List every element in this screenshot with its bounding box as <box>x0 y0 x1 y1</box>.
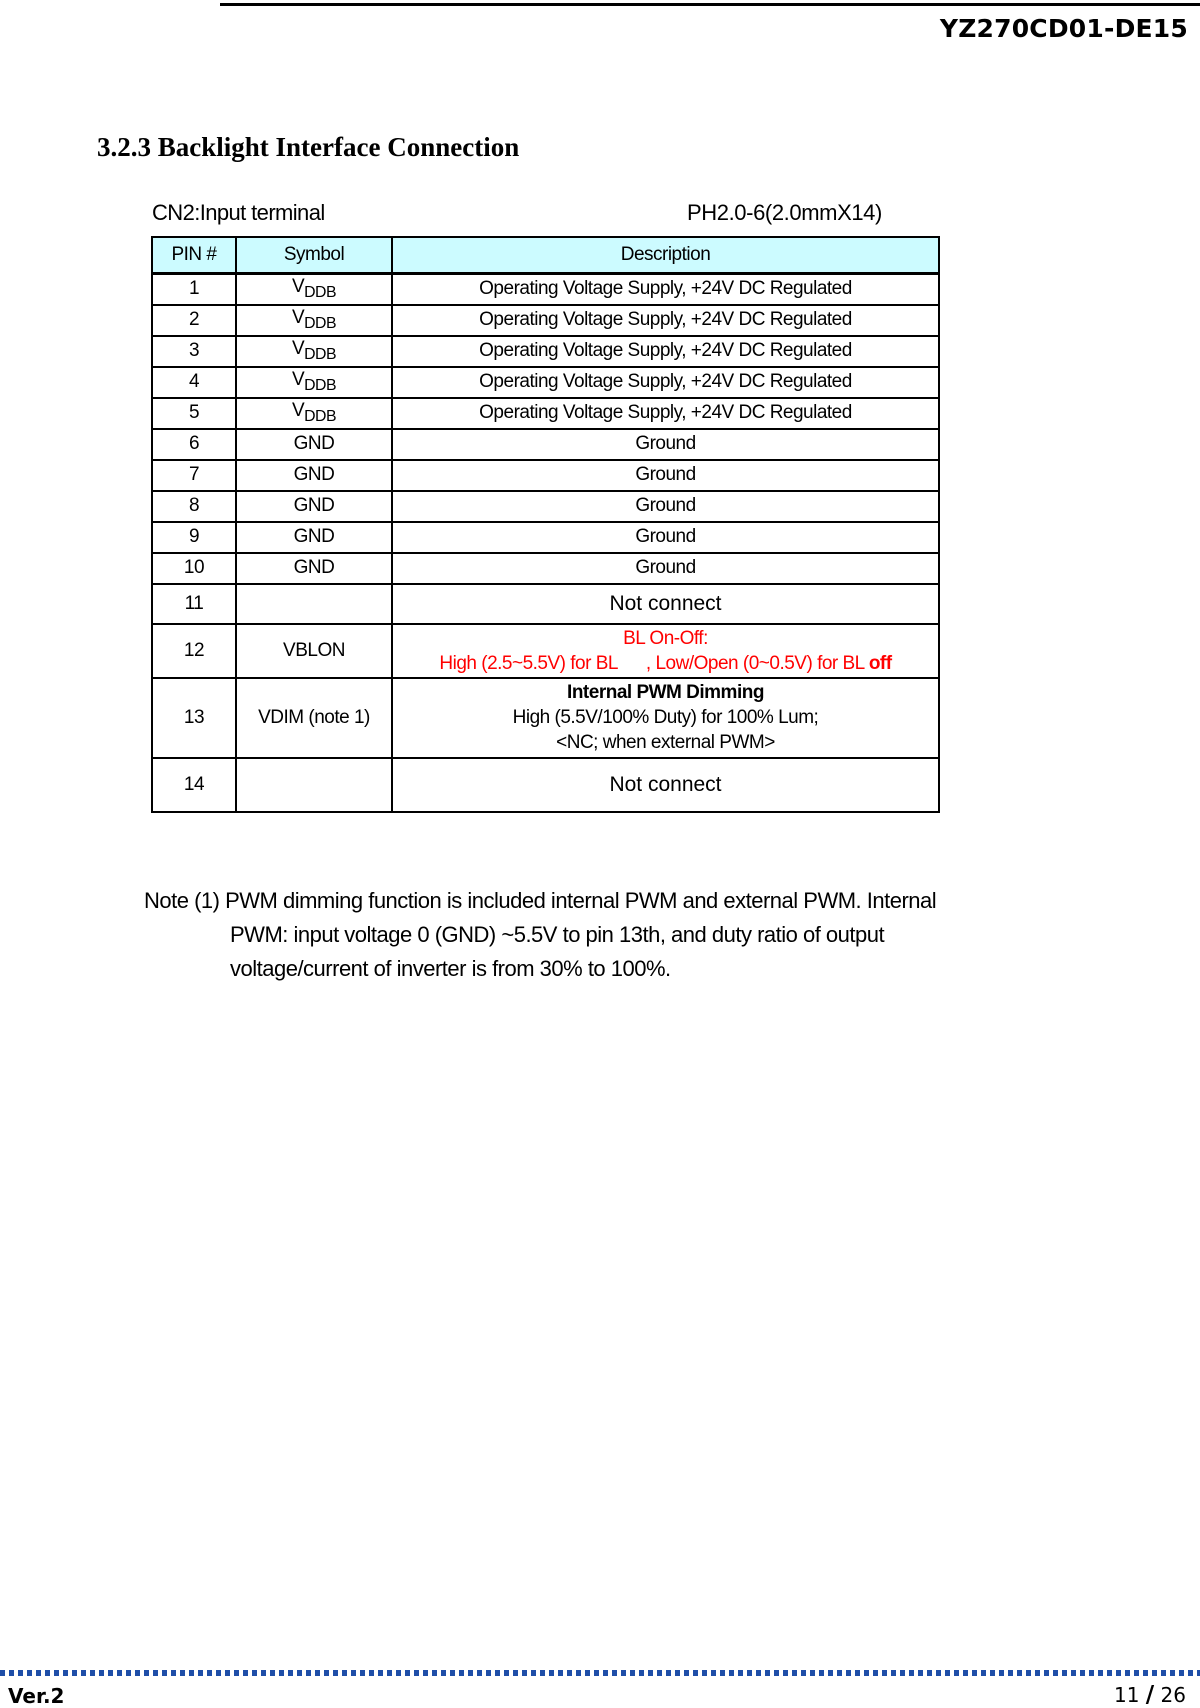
pin-description <box>392 624 939 678</box>
symbol-text: V <box>291 276 305 298</box>
header-description: Description <box>392 237 939 274</box>
symbol-subscript: DDB <box>304 407 337 425</box>
pin-symbol <box>236 274 392 305</box>
pwm-dimming-high: High (5.5V/100% Duty) for 100% Lum; <box>512 707 819 728</box>
pin-symbol: VBLON <box>236 624 392 678</box>
table-row <box>152 584 939 624</box>
symbol-subscript: DDB <box>304 345 337 363</box>
pin-description: Operating Voltage Supply, +24V DC Regulated <box>392 274 939 305</box>
pin-symbol: GND <box>236 522 392 553</box>
section-title: 3.2.3 Backlight Interface Connection <box>97 132 520 162</box>
pin-description: Ground <box>392 491 939 522</box>
footnote-line: voltage/current of inverter is from 30% to 100%. <box>230 956 671 981</box>
pin-description: Ground <box>392 522 939 553</box>
bl-off-word: off <box>868 652 892 674</box>
table-row <box>152 522 939 553</box>
table-row <box>152 429 939 460</box>
pin-number: 9 <box>152 522 236 553</box>
pin-symbol: VDIM (note 1) <box>236 678 392 758</box>
symbol-subscript: DDB <box>304 376 337 394</box>
pin-number: 14 <box>152 758 236 812</box>
pin-description: Operating Voltage Supply, +24V DC Regulated <box>392 367 939 398</box>
pin-description: Ground <box>392 553 939 584</box>
pin-description: Ground <box>392 429 939 460</box>
header-pin: PIN # <box>152 237 236 274</box>
pin-number: 6 <box>152 429 236 460</box>
pin-description: Operating Voltage Supply, +24V DC Regulated <box>392 398 939 429</box>
pwm-dimming-nc: <NC; when external PWM> <box>556 732 775 753</box>
table-row <box>152 678 939 758</box>
footnote <box>144 884 1044 986</box>
symbol-text: V <box>291 400 305 422</box>
pin-description: Operating Voltage Supply, +24V DC Regulated <box>392 305 939 336</box>
pin-description <box>392 678 939 758</box>
pin-symbol <box>236 367 392 398</box>
table-row <box>152 491 939 522</box>
pin-symbol: GND <box>236 553 392 584</box>
pin-description: Not connect <box>392 758 939 812</box>
table-row <box>152 460 939 491</box>
page-separator: / <box>1145 1682 1155 1708</box>
pin-description: Ground <box>392 460 939 491</box>
pin-symbol <box>236 584 392 624</box>
pin-number: 1 <box>152 274 236 305</box>
table-row <box>152 624 939 678</box>
pin-number: 12 <box>152 624 236 678</box>
pin-symbol: GND <box>236 491 392 522</box>
footnote-line: PWM: input voltage 0 (GND) ~5.5V to pin 13th, and duty ratio of output <box>230 922 885 947</box>
pin-symbol <box>236 398 392 429</box>
pin-number: 7 <box>152 460 236 491</box>
table-row <box>152 367 939 398</box>
page-total: 26 <box>1160 1683 1186 1707</box>
pin-description: Operating Voltage Supply, +24V DC Regulated <box>392 336 939 367</box>
pin-symbol <box>236 758 392 812</box>
page-number <box>1114 1682 1186 1708</box>
pin-symbol: GND <box>236 429 392 460</box>
table-row <box>152 336 939 367</box>
pin-number: 5 <box>152 398 236 429</box>
pin-number: 3 <box>152 336 236 367</box>
table-row <box>152 758 939 812</box>
connector-part-number: PH2.0-6(2.0mmX14) <box>687 200 882 225</box>
pin-description: Not connect <box>392 584 939 624</box>
connector-label: CN2:Input terminal <box>152 200 325 225</box>
bl-onoff-title: BL On-Off: <box>623 627 708 649</box>
version-label: Ver.2 <box>8 1684 65 1708</box>
table-row <box>152 553 939 584</box>
symbol-text: V <box>291 369 305 391</box>
pin-symbol <box>236 336 392 367</box>
symbol-text: V <box>291 338 305 360</box>
table-row <box>152 305 939 336</box>
pwm-dimming-title: Internal PWM Dimming <box>567 682 764 703</box>
pin-number: 13 <box>152 678 236 758</box>
footer-dotted-rule <box>0 1670 1200 1676</box>
pin-number: 8 <box>152 491 236 522</box>
pin-number: 10 <box>152 553 236 584</box>
pin-symbol <box>236 305 392 336</box>
bl-onoff-levels-text: High (2.5~5.5V) for BL , Low/Open (0~0.5V) for BL <box>439 652 869 674</box>
header-symbol: Symbol <box>236 237 392 274</box>
pin-number: 2 <box>152 305 236 336</box>
pin-symbol: GND <box>236 460 392 491</box>
header-rule <box>220 3 1200 6</box>
symbol-subscript: DDB <box>304 314 337 332</box>
table-row <box>152 274 939 305</box>
footnote-line: Note (1) PWM dimming function is included internal PWM and external PWM. Internal <box>144 888 937 913</box>
document-id: YZ270CD01-DE15 <box>939 14 1188 43</box>
symbol-subscript: DDB <box>304 284 337 302</box>
page-current: 11 <box>1113 1683 1140 1707</box>
pin-table <box>151 236 940 813</box>
pin-number: 11 <box>152 584 236 624</box>
table-row <box>152 398 939 429</box>
bl-onoff-levels <box>397 651 934 676</box>
pin-number: 4 <box>152 367 236 398</box>
table-header-row <box>152 237 939 274</box>
symbol-text: V <box>291 307 305 329</box>
